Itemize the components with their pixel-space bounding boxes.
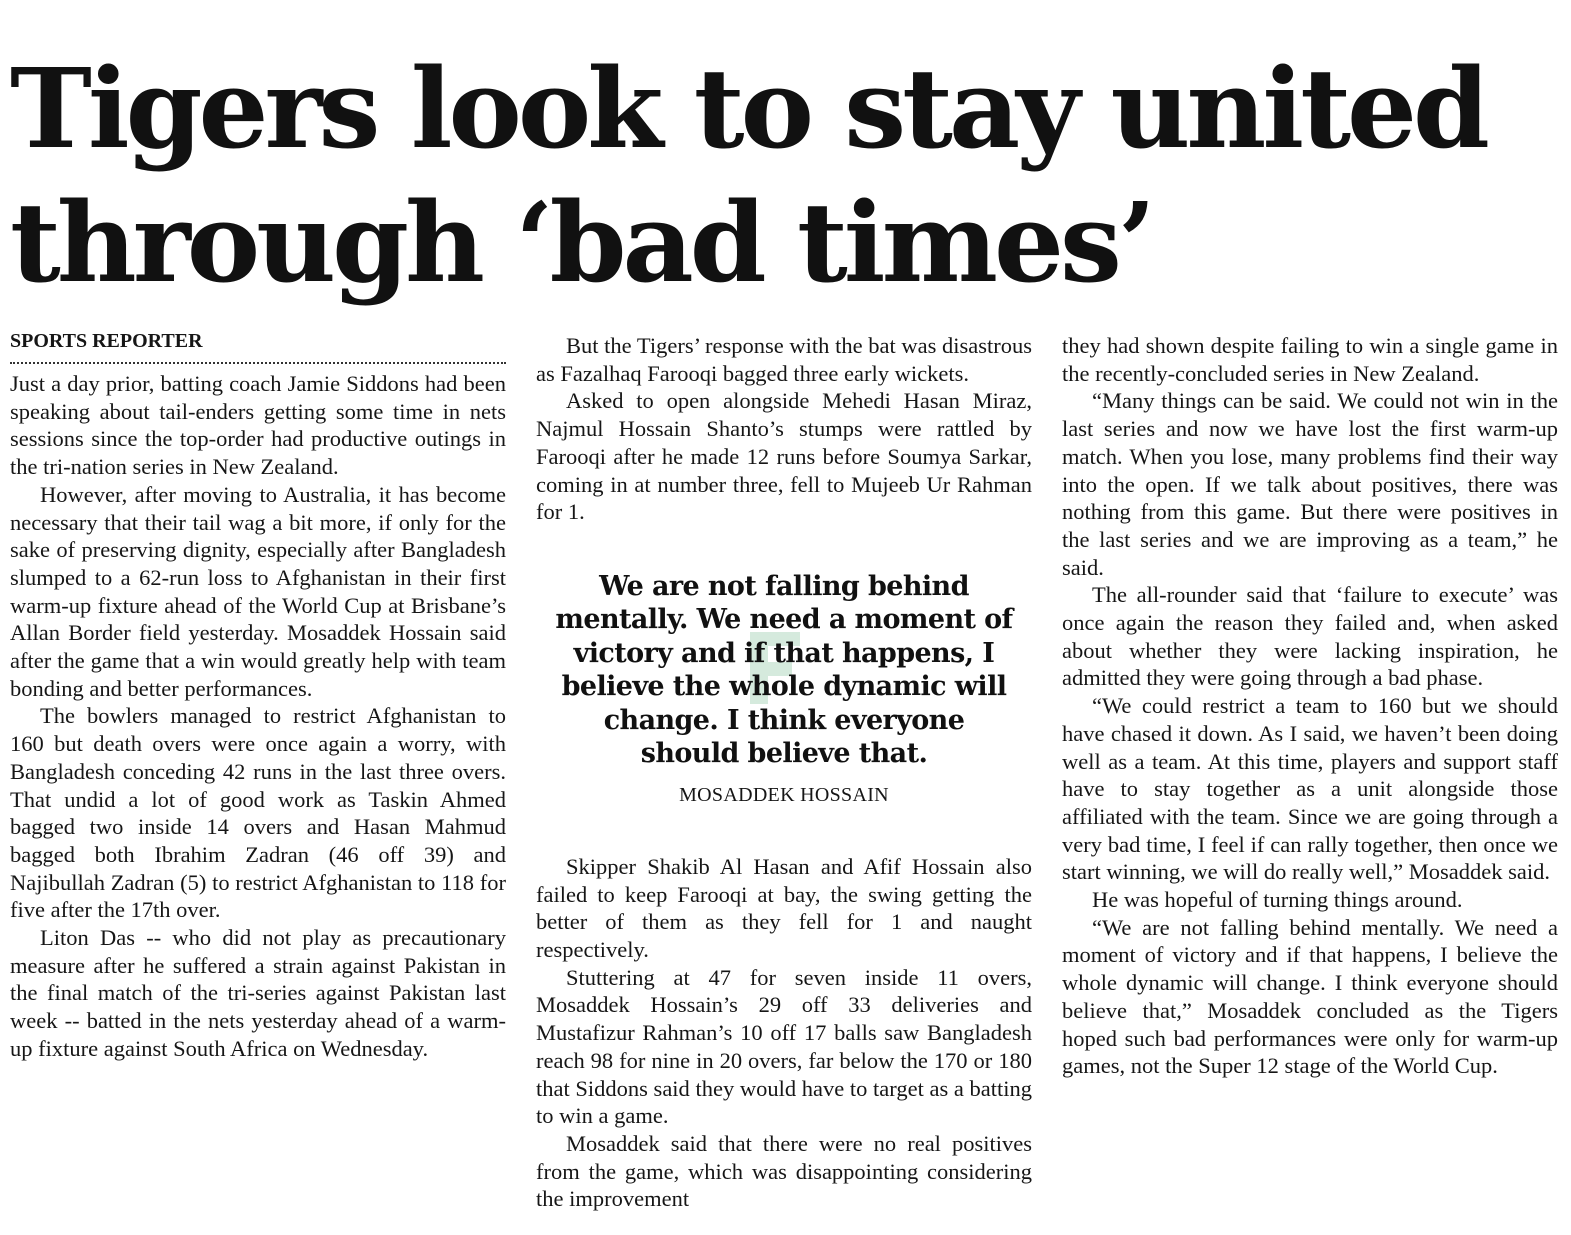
paragraph: Stuttering at 47 for seven inside 11 overs, Mosaddek Hossain’s 29 off 33 deliveries and Mustafizur Rahman’s 10 off 17 balls saw Bangladesh reach 98 for nine in 20 overs, far below the 170 or 180 that Siddons said they would have to target as a batting to win a game. (536, 964, 1032, 1129)
paragraph: However, after moving to Australia, it has become necessary that their tail wag a bit more, if only for the sake of preserving dignity, especially after Bangladesh slumped to a 62-run loss to Afghanistan in their first warm-up fixture ahead of the World Cup at Brisbane’s Allan Border field yesterday. Mosaddek Hossain said after the game that a win would greatly help with team bonding and better performances. (10, 481, 506, 701)
paragraph: Skipper Shakib Al Hasan and Afif Hossain also failed to keep Farooqi at bay, the swing getting the better of them as they fell for 1 and naught respectively. (536, 853, 1032, 963)
paragraph: Mosaddek said that there were no real positives from the game, which was disappointing considering the improvement (536, 1130, 1032, 1212)
paragraph: Liton Das -- who did not play as precautionary measure after he suffered a strain against Pakistan in the final match of the tri-series against Pakistan last week -- batted in the nets yesterday ahead of a warm-up fixture against South Africa on Wednesday. (10, 925, 506, 1061)
pull-quote-attribution: MOSADDEK HOSSAIN (679, 783, 889, 806)
paragraph: He was hopeful of turning things around. (1092, 887, 1463, 913)
paragraph: “We are not falling behind mentally. We need a moment of victory and if that happens, I believe the whole dynamic will change. I think everyone should believe that,” Mosaddek concluded as the Tigers hoped such bad performances were only for warm-up games, not the Super 12 stage of the World Cup. (1062, 914, 1558, 1079)
headline (10, 42, 1560, 310)
paragraph: The all-rounder said that ‘failure to execute’ was once again the reason they failed and, when asked about whether they were lacking inspiration, he admitted they were going through a bad phase. (1062, 582, 1558, 691)
paragraph: But the Tigers’ response with the bat was disastrous as Fazalhaq Farooqi bagged three early wickets. (536, 333, 1032, 386)
paragraph: Just a day prior, batting coach Jamie Siddons had been speaking about tail-enders getting some time in nets sessions since the top-order had productive outings in the tri-nation series in New Zealand. (10, 371, 506, 480)
paragraph: “We could restrict a team to 160 but we should have chased it down. As I said, we haven’t been doing well as a team. At this time, players and support staff have to stay together as a unit alongside those affiliated with the team. Since we are going through a very bad time, I feel if can rally together, then once we start winning, we will do really well,” Mosaddek said. (1062, 693, 1558, 885)
paragraph: “Many things can be said. We could not win in the last series and now we have lost the first warm-up match. When you lose, many problems find their way into the open. If we talk about positives, there was nothing from this game. But there were positives in the last series and we are improving as a team,” he said. (1062, 388, 1558, 580)
headline-line-2: through ‘bad times’ (10, 178, 1153, 307)
article-column-3 (1062, 332, 1558, 1080)
pull-quote (536, 570, 1032, 807)
byline: SPORTS REPORTER (10, 328, 506, 364)
paragraph: The bowlers managed to restrict Afghanistan to 160 but death overs were once again a worry, with Bangladesh conceding 42 runs in the last three overs. That undid a lot of good work as Taskin Ahmed bagged two inside 14 overs and Hasan Mahmud bagged both Ibrahim Zadran (46 off 39) and Najibullah Zadran (5) to restrict Afghanistan to 118 for five after the 17th over. (10, 703, 506, 923)
headline-line-1: Tigers look to stay united (10, 44, 1486, 173)
paragraph: they had shown despite failing to win a single game in the recently-concluded series in New Zealand. (1062, 333, 1558, 386)
article-column-1 (10, 328, 506, 1063)
pull-quote-text: We are not falling behind mentally. We need a moment of victory and if that happens, I believe the whole dynamic will change. I think everyone should believe that. (555, 570, 1013, 770)
spacer (536, 807, 1032, 853)
article-column-2 (536, 332, 1032, 1213)
paragraph: Asked to open alongside Mehedi Hasan Miraz, Najmul Hossain Shanto’s stumps were rattled by Farooqi after he made 12 runs before Soumya Sarkar, coming in at number three, fell to Mujeeb Ur Rahman for 1. (536, 388, 1032, 525)
